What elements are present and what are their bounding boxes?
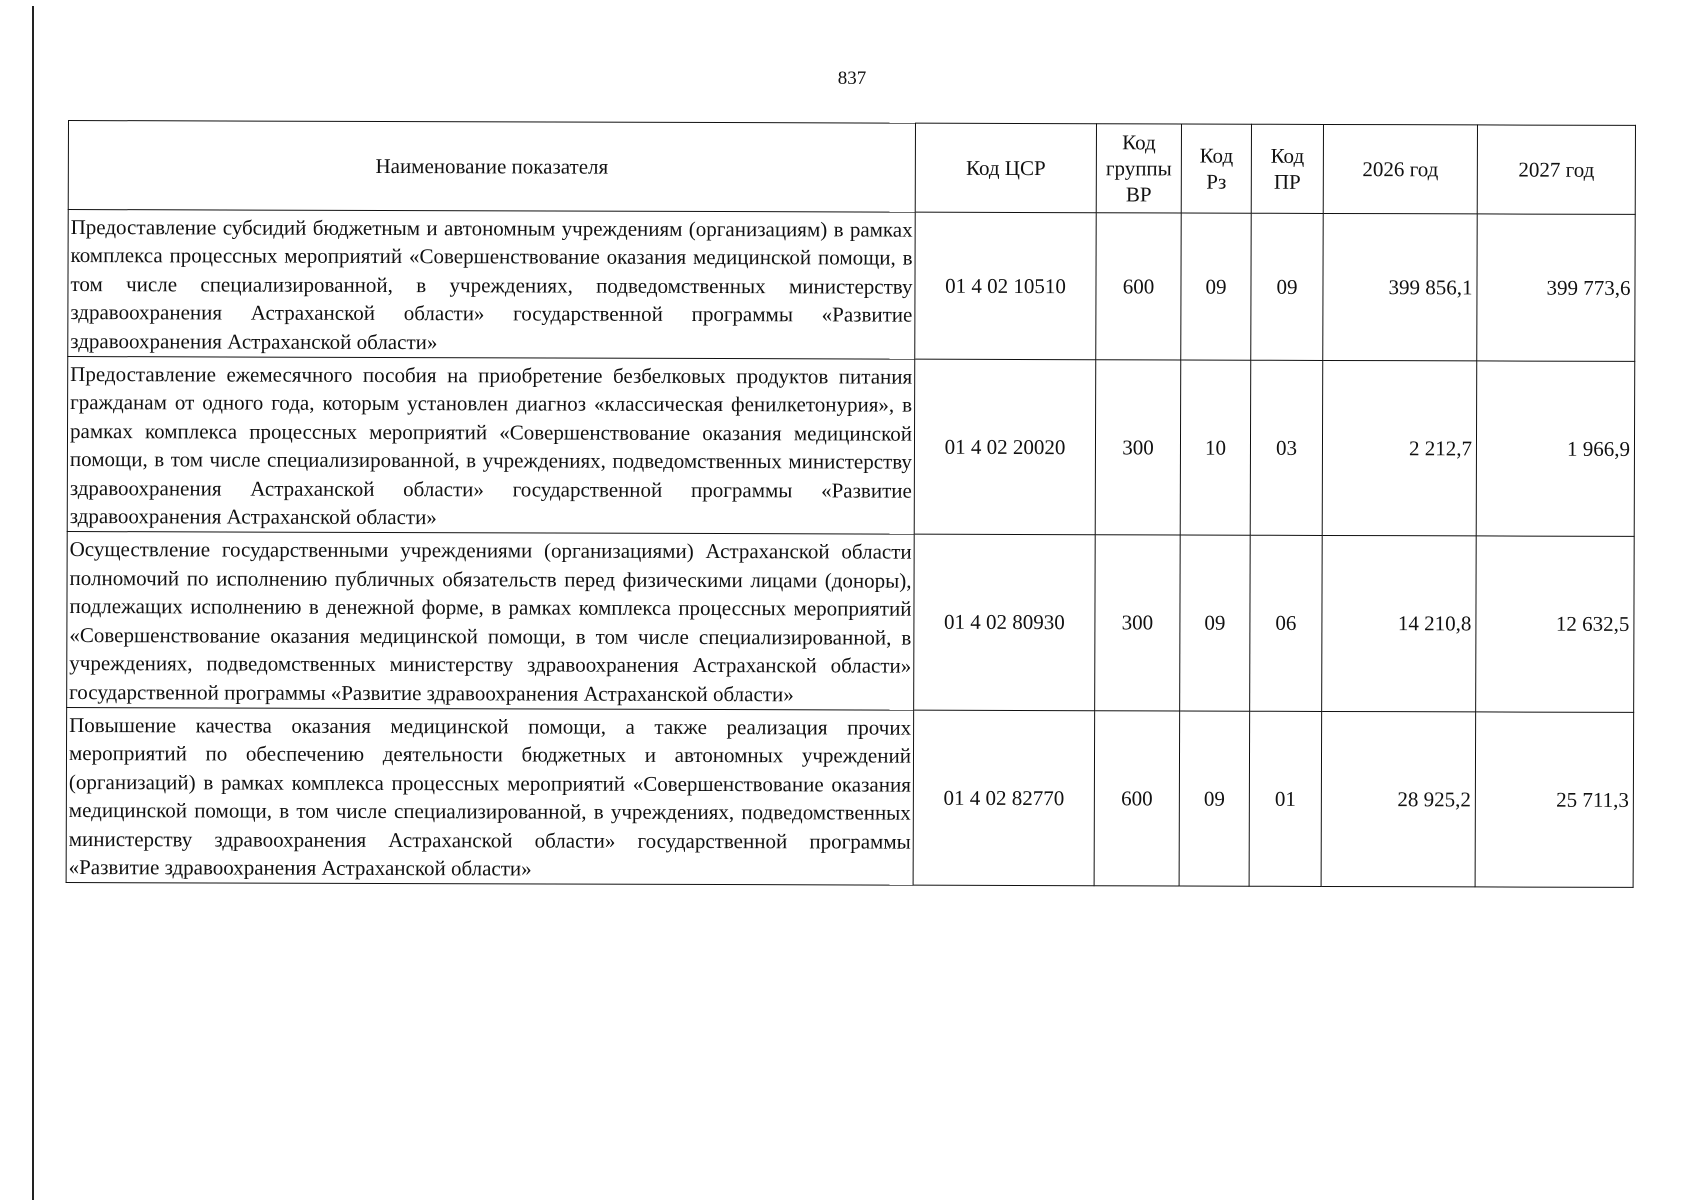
header-rz-line1: Код <box>1199 143 1234 168</box>
header-pr-line2: ПР <box>1273 169 1301 194</box>
table-row <box>68 210 1635 362</box>
header-vr <box>1096 124 1181 213</box>
budget-table <box>66 120 1636 888</box>
header-vr-line3: ВР <box>1125 182 1152 207</box>
row-name: Предоставление ежемесячного пособия на приобретение безбелковых продуктов питания гражданам от одного года, которым установлен диагноз «классическая фенилкетонурия», в рамках комплекса процессных мероприятий «Совершенствование оказания медицинской помощи, в том числе специализированной, в учреждениях, подведомственных министерству здравоохранения Астраханской области» государственной программы «Развитие здравоохранения Астраханской области» <box>67 357 915 535</box>
page-number: 837 <box>837 68 867 89</box>
row-pr: 06 <box>1250 536 1323 712</box>
row-vr: 600 <box>1094 711 1180 887</box>
table-row <box>67 532 1635 712</box>
row-2026: 2 212,7 <box>1322 360 1477 536</box>
header-vr-line1: Код <box>1122 130 1156 155</box>
row-rz: 09 <box>1181 213 1251 360</box>
row-pr: 03 <box>1250 360 1323 536</box>
row-2026: 14 210,8 <box>1322 536 1477 712</box>
header-csr: Код ЦСР <box>915 123 1096 213</box>
row-vr: 600 <box>1096 213 1181 360</box>
row-2026: 399 856,1 <box>1323 213 1477 361</box>
header-rz-line2: Рз <box>1206 169 1227 194</box>
row-vr: 300 <box>1095 535 1181 711</box>
row-csr: 01 4 02 82770 <box>913 710 1095 886</box>
row-rz: 09 <box>1179 711 1250 887</box>
row-vr: 300 <box>1095 360 1181 536</box>
scan-edge-line <box>32 6 34 1200</box>
header-2026: 2026 год <box>1323 124 1477 213</box>
row-2027: 1 966,9 <box>1476 361 1635 537</box>
header-name: Наименование показателя <box>68 121 915 213</box>
header-vr-line2: группы <box>1105 156 1172 181</box>
header-pr-line1: Код <box>1270 143 1305 168</box>
row-rz: 10 <box>1180 360 1251 536</box>
row-name: Осуществление государственными учреждениями (организациями) Астраханской области полномочий по исполнению публичных обязательств перед физическими лицами (доноры), подлежащих исполнению в денежной форме, в рамках комплекса процессных мероприятий «Совершенствование оказания медицинской помощи, в том числе специализированной, в учреждениях, подведомственных министерству здравоохранения Астраханской области» государственной программы «Развитие здравоохранения Астраханской области» <box>67 532 915 710</box>
table-header-row <box>68 121 1635 215</box>
row-rz: 09 <box>1180 535 1251 711</box>
row-2027: 12 632,5 <box>1476 536 1635 712</box>
row-2027: 25 711,3 <box>1475 712 1634 888</box>
row-pr: 09 <box>1251 213 1323 360</box>
row-csr: 01 4 02 10510 <box>915 212 1096 360</box>
header-rz <box>1181 124 1251 213</box>
header-2027: 2027 год <box>1477 125 1635 214</box>
row-2027: 399 773,6 <box>1477 214 1635 362</box>
row-csr: 01 4 02 80930 <box>914 535 1096 711</box>
header-pr <box>1251 124 1323 213</box>
row-2026: 28 925,2 <box>1321 711 1476 887</box>
table-row <box>67 357 1635 537</box>
row-name: Предоставление субсидий бюджетным и автономным учреждениям (организациям) в рамках комплекса процессных мероприятий «Совершенствование оказания медицинской помощи, в том числе специализированной, в учреждениях, подведомственных министерству здравоохранения Астраханской области» государственной программы «Развитие здравоохранения Астраханской области» <box>68 210 915 360</box>
row-pr: 01 <box>1249 711 1322 887</box>
table-row <box>66 707 1634 887</box>
row-csr: 01 4 02 20020 <box>914 359 1096 535</box>
row-name: Повышение качества оказания медицинской помощи, а также реализация прочих мероприятий по обеспечению деятельности бюджетных и автономных учреждений (организаций) в рамках комплекса процессных мероприятий «Совершенствование оказания медицинской помощи, в том числе специализированной, в учреждениях, подведомственных министерству здравоохранения Астраханской области» государственной программы «Развитие здравоохранения Астраханской области» <box>66 707 914 885</box>
